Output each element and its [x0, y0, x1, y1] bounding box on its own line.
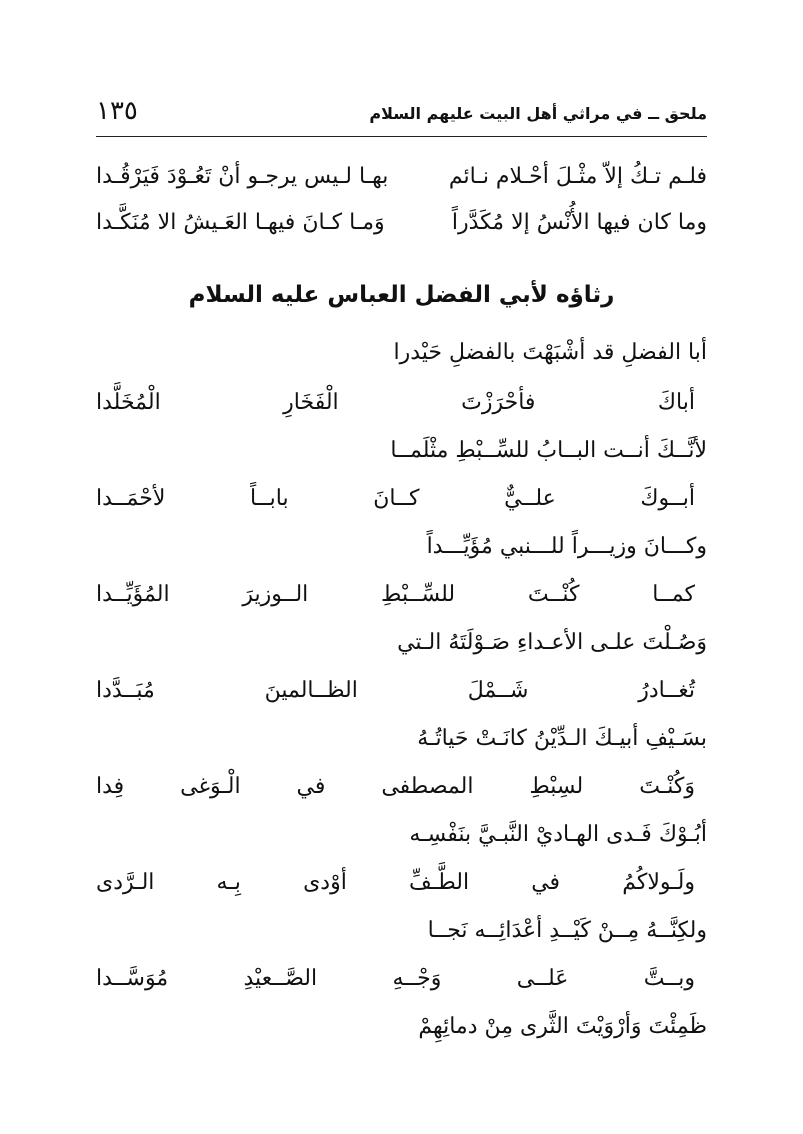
verse-line-12: ولَـولاكُمُ في الطَّـفِّ أوْدى بِـه الـرَّدى — [96, 870, 695, 895]
verse-line-2: أباكَ فأحْرَزْتَ الْفَخَارِ الْمُخَلَّدا — [96, 390, 695, 415]
couplet-1-second-hemistich: بهـا لـيس يرجـو أنْ تَعُـوْدَ فَيَرْقُـدا — [96, 164, 389, 189]
header-divider — [96, 136, 707, 137]
verse-line-1: أبا الفضلِ قد أشْبَهْتَ بالفضلِ حَيْدرا — [393, 340, 707, 365]
verse-line-3: لأنَّــكَ أنــت البــابُ للسِّــبْطِ مثْلَمــا — [390, 438, 707, 463]
page-header — [96, 96, 707, 130]
section-title: رثاؤه لأبي الفضل العباس عليه السلام — [188, 282, 615, 308]
verse-line-5: وكـــانَ وزيـــراً للـــنبي مُؤَيِّـــداً — [426, 534, 707, 559]
couplet-2-first-hemistich: وما كان فيها الأُنْسُ إلا مُكَدَّراً — [451, 210, 707, 235]
verse-line-15: ظَمِئْتَ وَأرْوَيْتَ الثَّرى مِنْ دمائِهِمْ — [418, 1014, 707, 1039]
verse-line-14: وبــتَّ عَلــى وَجْــهِ الصَّــعيْدِ مُوَسَّــدا — [96, 966, 695, 991]
couplet-2 — [96, 210, 707, 254]
verse-line-13: ولكِنَّــهُ مِــنْ كَيْــدِ أعْدَائِــه نَجــا — [427, 918, 707, 943]
verse-line-10: وَكُنْـتَ لسِبْطِ المصطفى في الْـوَغى فِدا — [96, 774, 695, 799]
verse-line-6: كمــا كُنْــتَ للسِّــبْطِ الــوزيرَ المُؤَيِّــدا — [96, 582, 695, 607]
verse-line-9: بسَـيْفِ أبيـكَ الـدِّيْنُ كانَـتْ حَياتُـهُ — [417, 726, 707, 751]
page-number: ١٣٥ — [96, 96, 138, 126]
verse-line-7: وَصُـلْتَ علـى الأعـداءِ صَـوْلَتَهُ الـتي — [397, 630, 707, 655]
verse-line-11: أبُـوْكَ فَـدى الهـاديْ النَّبـيَّ بنَفْسِـه — [409, 822, 707, 847]
verse-line-8: تُغــادرُ شَــمْلَ الظــالمينَ مُبَــدَّدا — [96, 678, 695, 703]
couplet-1 — [96, 164, 707, 208]
running-header-title: ملحق ــ في مراثي أهل البيت عليهم السلام — [369, 104, 707, 123]
verse-line-4: أبــوكَ علــيٌّ كــانَ بابــاً لأحْمَــدا — [96, 486, 695, 511]
couplet-2-second-hemistich: وَمـا كـانَ فيهـا العَـيشُ الا مُنَكَّـدا — [96, 210, 385, 235]
couplet-1-first-hemistich: فلـم تـكُ إلاّ مثْـلَ أحْـلام نـائم — [448, 164, 707, 189]
